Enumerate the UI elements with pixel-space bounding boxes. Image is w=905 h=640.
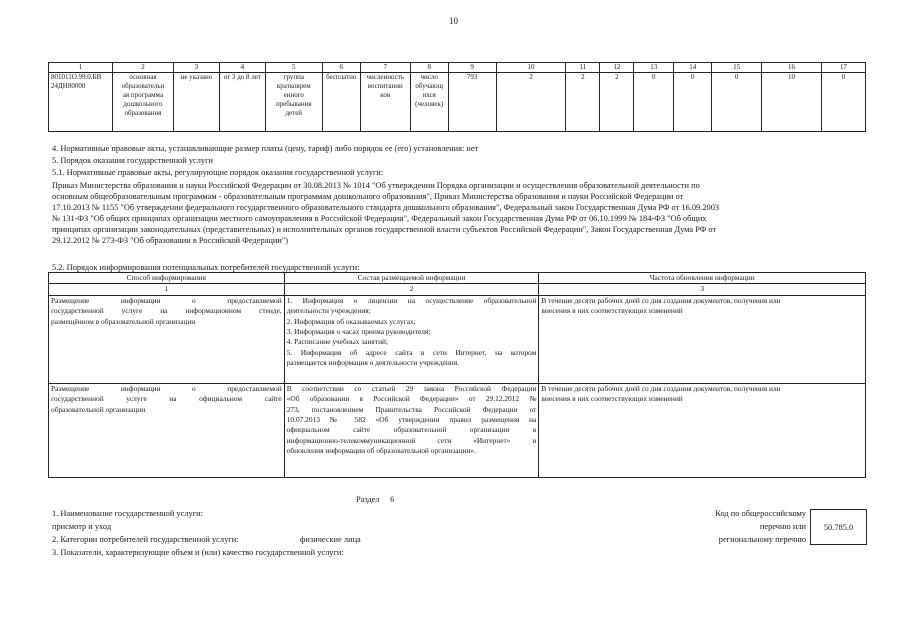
legal-act-line: основным общеобразовательным программам - образовательным программам дошкольного образования", Приказ Министерства образования и науки Российской Федерации от bbox=[52, 192, 684, 201]
cell-value: 0 bbox=[821, 73, 865, 132]
text-line: государственной услуге на официальном сайте bbox=[51, 394, 282, 404]
table-row bbox=[49, 295, 866, 383]
text-line: число bbox=[420, 73, 438, 81]
text-line: 273, постановлением Правительства Российской Федерации от bbox=[286, 404, 537, 414]
column-number: 8 bbox=[410, 63, 448, 73]
paragraph-5-2: 5.2. Порядок информирования потенциальных потребителей государственной услуги: bbox=[52, 263, 360, 272]
registry-code-box bbox=[810, 509, 867, 545]
table-number-row bbox=[49, 284, 866, 295]
cell-value: 2 bbox=[600, 73, 634, 132]
column-number: 12 bbox=[600, 63, 634, 73]
text-line: государственной услуге на информационном стенде, bbox=[51, 306, 282, 316]
text-line: воспитанни bbox=[367, 82, 403, 90]
cell-service-content bbox=[112, 73, 173, 132]
column-number: 10 bbox=[496, 63, 566, 73]
cell-indicator-name bbox=[360, 73, 410, 132]
text-line: 5. Информация об адресе сайта в сети Интернет, на котором bbox=[286, 347, 537, 357]
column-number: 11 bbox=[566, 63, 600, 73]
service-name: присмотр и уход bbox=[52, 522, 112, 531]
text-line: 1. Информация о лицензии на осуществление образовательной bbox=[286, 295, 537, 305]
text-line: от 3 до 8 лет bbox=[223, 73, 261, 81]
column-number: 1 bbox=[49, 63, 113, 73]
cell-form bbox=[265, 73, 322, 132]
cell-value: 0 bbox=[634, 73, 674, 132]
header-method: Способ информирования bbox=[49, 273, 285, 284]
text-line: Размещение информации о предоставляемой bbox=[51, 383, 282, 393]
text-line: 801011О.99.0.БВ bbox=[51, 73, 102, 81]
section-number: 6 bbox=[390, 495, 395, 504]
paragraph-5-1: 5.1. Нормативные правовые акты, регулирующие порядок оказания государственной услуги: bbox=[52, 168, 384, 177]
cell-registry-number bbox=[49, 73, 113, 132]
cell-method bbox=[49, 295, 285, 383]
column-number: 13 bbox=[634, 63, 674, 73]
paragraph-4: 4. Нормативные правовые акты, устанавливающие размер платы (цену, тариф) либо порядок ее (его) установления: нет bbox=[52, 144, 479, 153]
indicators-label: 3. Показатели, характеризующие объем и (или) качество государственной услуги: bbox=[52, 548, 344, 557]
legal-acts-list bbox=[52, 180, 872, 246]
service-name-label: 1. Наименование государственной услуги: bbox=[52, 509, 203, 518]
column-number: 2 bbox=[112, 63, 173, 73]
cell-age bbox=[219, 73, 265, 132]
text-line: ков bbox=[380, 91, 391, 99]
column-number: 6 bbox=[322, 63, 360, 73]
column-number: 3 bbox=[173, 63, 219, 73]
text-line: образования bbox=[124, 109, 162, 117]
column-number: 16 bbox=[762, 63, 822, 73]
cell-value: 0 bbox=[674, 73, 712, 132]
column-number: 5 bbox=[265, 63, 322, 73]
table-row bbox=[49, 73, 866, 132]
legal-act-line: 17.10.2013 № 1155 "Об утверждении федерального государственного образовательного стандарта дошкольного образования", Федеральный закон Государственная Дума РФ от 16.09.2003 bbox=[52, 203, 720, 212]
code-label-3: региональному перечню bbox=[718, 535, 806, 544]
text-line: внесения в них соответствующих изменений bbox=[541, 306, 683, 316]
code-label-2: перечню или bbox=[759, 522, 806, 531]
text-line: пребывания bbox=[275, 100, 312, 108]
text-line: обучающ bbox=[415, 82, 443, 90]
cell-frequency bbox=[539, 383, 866, 477]
header-frequency: Частота обновления информации bbox=[539, 273, 866, 284]
text-line: деятельности учреждения; bbox=[286, 306, 371, 316]
code-label-1: Код по общероссийскому bbox=[715, 509, 806, 518]
header-content: Состав размещаемой информации bbox=[284, 273, 539, 284]
section-heading bbox=[356, 494, 394, 505]
column-number: 9 bbox=[448, 63, 496, 73]
text-line: 10.07.2013 № 582 «Об утверждении правил размещения на bbox=[286, 415, 537, 425]
text-line: дошкольного bbox=[123, 100, 163, 108]
cell-service-content-2 bbox=[173, 73, 219, 132]
text-line: численность bbox=[366, 73, 404, 81]
text-line: не указано bbox=[180, 73, 213, 81]
cell-content bbox=[284, 295, 539, 383]
text-line: енного bbox=[283, 91, 304, 99]
table-header-row bbox=[49, 273, 866, 284]
text-line: кратковрем bbox=[276, 82, 311, 90]
cell-value: 10 bbox=[762, 73, 822, 132]
consumers-value: физические лица bbox=[300, 535, 361, 544]
text-line: «Об образовании в Российской Федерации» от 29.12.2012 № bbox=[286, 394, 537, 404]
legal-act-line: принципах организации законодательных (представительных) и исполнительных органов государственной власти субъектов Российской Федерации", Закон Государственная Дума РФ от bbox=[52, 225, 717, 234]
consumers-label: 2. Категории потребителей государственной услуги: bbox=[52, 535, 239, 544]
text-line: 4. Расписание учебных занятий; bbox=[286, 337, 389, 347]
text-line: детей bbox=[285, 109, 303, 117]
cell-unit bbox=[410, 73, 448, 132]
section-label: Раздел bbox=[356, 495, 380, 504]
informing-table bbox=[48, 272, 866, 478]
text-line: официальном сайте образовательной организации в bbox=[286, 425, 537, 435]
text-line: образовательн bbox=[121, 82, 165, 90]
text-line: 24ДН80000 bbox=[51, 82, 86, 90]
cell-payment bbox=[322, 73, 360, 132]
text-line: ихся bbox=[422, 91, 436, 99]
text-line: основная bbox=[129, 73, 157, 81]
text-line: внесения в них соответствующих изменений bbox=[541, 394, 683, 404]
text-line: информационно-телекоммуникационной сети «Интернет» и bbox=[286, 435, 537, 445]
text-line: обновления информации об образовательной организации». bbox=[286, 446, 476, 456]
text-line: группа bbox=[283, 73, 304, 81]
col-number: 3 bbox=[539, 284, 866, 295]
column-number: 17 bbox=[821, 63, 865, 73]
column-number: 4 bbox=[219, 63, 265, 73]
col-number: 1 bbox=[49, 284, 285, 295]
text-line: размещается информация о деятельности учреждения. bbox=[286, 358, 459, 368]
paragraph-5: 5. Порядок оказания государственной услуги bbox=[52, 156, 214, 165]
table-header-row bbox=[49, 63, 866, 73]
column-number: 15 bbox=[712, 63, 762, 73]
text-line: В течение десяти рабочих дней со дня создания документов, получения или bbox=[541, 383, 781, 393]
text-line: 2. Информация об оказываемых услугах; bbox=[286, 316, 416, 326]
cell-code: 793 bbox=[448, 73, 496, 132]
cell-method bbox=[49, 383, 285, 477]
text-line: ая программа bbox=[122, 91, 164, 99]
page-number: 10 bbox=[449, 16, 458, 26]
text-line: размещённом в образовательной организации bbox=[51, 316, 196, 326]
legal-act-line: 29.12.2012 № 273-ФЗ "Об образовании в Российской Федерации") bbox=[52, 236, 289, 245]
col-number: 2 bbox=[284, 284, 539, 295]
cell-value: 2 bbox=[566, 73, 600, 132]
text-line: (человек) bbox=[415, 100, 444, 108]
text-line: В соответствии со статьей 29 закона Российской Федерации bbox=[286, 383, 537, 393]
text-line: 3. Информация о часах приема руководителя; bbox=[286, 327, 431, 337]
legal-act-line: № 131-ФЗ "Об общих принципах организации местного самоуправления в Российской Федерации", Федеральный закон Государственная Дума РФ от 06.10.1999 № 184-ФЗ "Об общих bbox=[52, 214, 707, 223]
cell-frequency bbox=[539, 295, 866, 383]
column-number: 7 bbox=[360, 63, 410, 73]
cell-value: 0 bbox=[712, 73, 762, 132]
text-line: образовательной организации bbox=[51, 404, 146, 414]
column-number: 14 bbox=[674, 63, 712, 73]
volume-indicators-table bbox=[48, 62, 866, 132]
text-line: В течение десяти рабочих дней со дня создания документов, получения или bbox=[541, 295, 781, 305]
table-row bbox=[49, 383, 866, 477]
registry-code: 50.785.0 bbox=[823, 522, 854, 532]
legal-act-line: Приказ Министерства образования и науки Российской Федерации от 30.08.2013 № 1014 "Об утверждении Порядка организации и осуществления образовательной деятельности по bbox=[52, 181, 700, 190]
cell-content bbox=[284, 383, 539, 477]
text-line: Размещение информации о предоставляемой bbox=[51, 295, 282, 305]
text-line: бесплатно bbox=[326, 73, 357, 81]
cell-value: 2 bbox=[496, 73, 566, 132]
